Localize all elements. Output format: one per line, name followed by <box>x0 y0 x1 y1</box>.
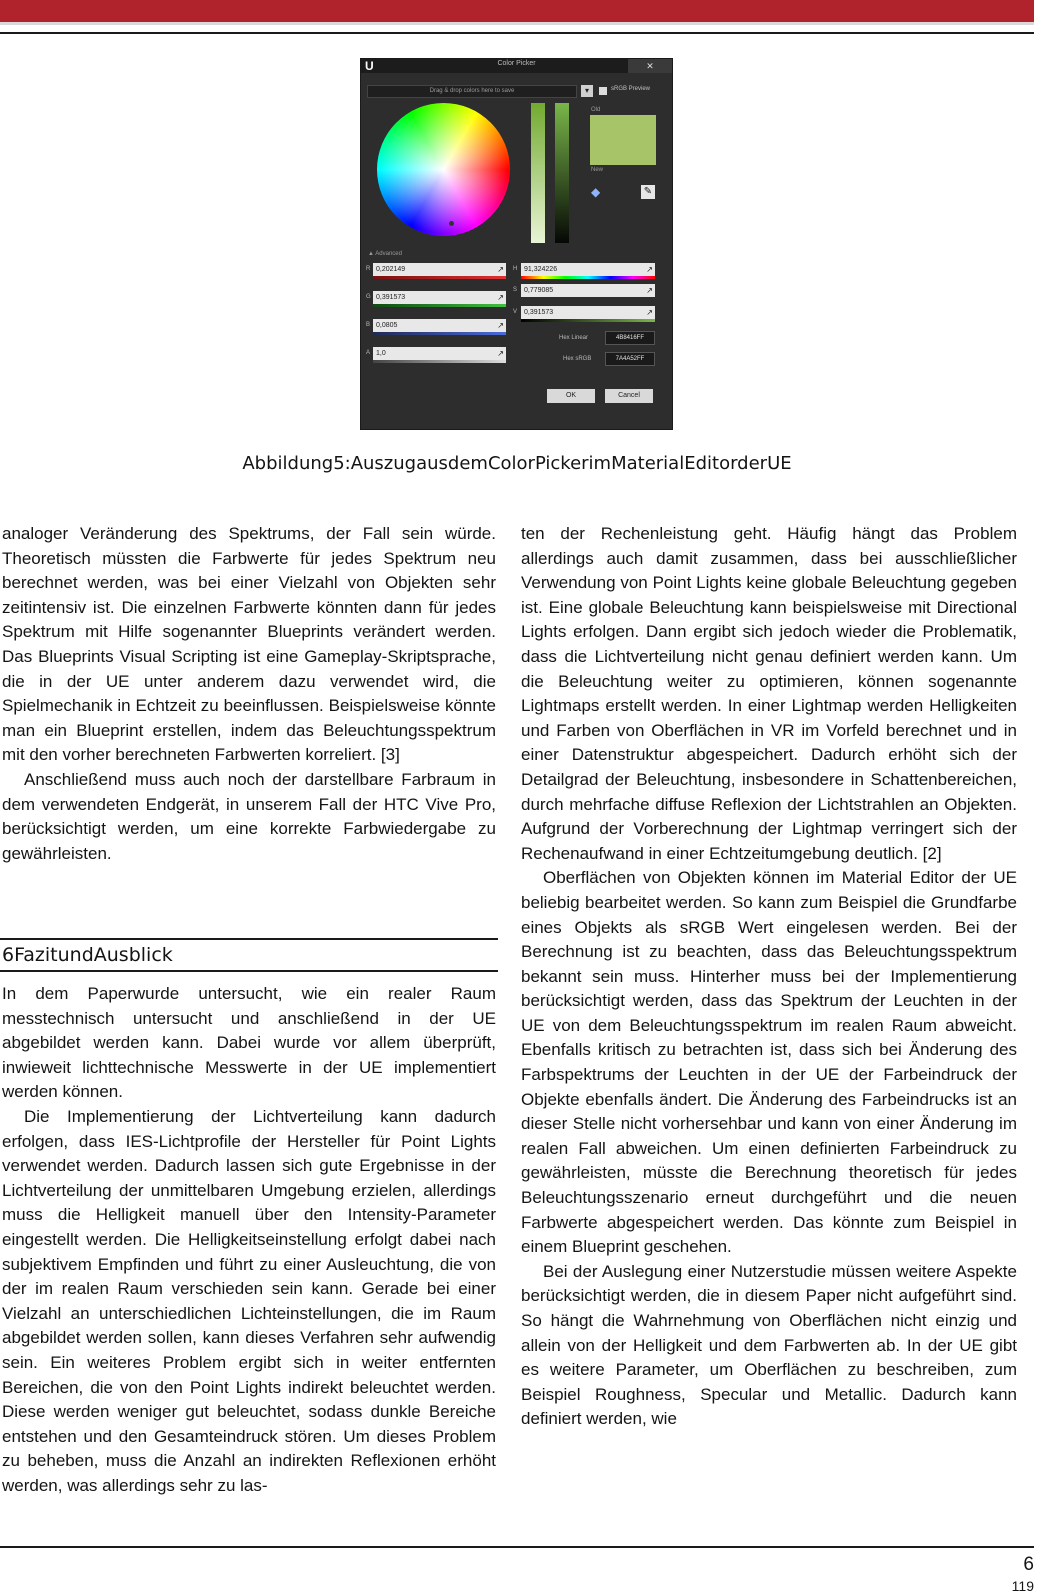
h-label: H <box>513 266 518 272</box>
v-gradient <box>521 319 655 322</box>
srgb-preview-label: sRGB Preview <box>611 86 651 92</box>
r-label: R <box>366 266 371 272</box>
a-value: 1,0 <box>376 350 386 357</box>
eyedropper-icon[interactable]: ✎ <box>641 185 655 199</box>
paragraph: Anschließend muss auch noch der darstellbare Farbraum in dem verwendeten Endgerät, in unserem Fall der HTC Vive Pro, berücksichtigt werden, um eine korrekte Farbwiedergabe zu gewährleisten. <box>2 769 496 863</box>
unreal-logo-icon: U <box>365 59 374 73</box>
ok-button[interactable]: OK <box>547 389 595 403</box>
srgb-preview-checkbox[interactable] <box>599 87 607 95</box>
a-label: A <box>366 350 371 356</box>
page-number: 6 <box>1023 1554 1034 1575</box>
right-column <box>521 522 1017 1432</box>
palette-icon[interactable]: ◆ <box>591 185 601 199</box>
s-field[interactable] <box>521 284 655 297</box>
r-gradient <box>373 276 506 279</box>
spin-icon: ↗ <box>646 265 653 274</box>
header-rule <box>0 32 1034 34</box>
b-gradient <box>373 332 506 335</box>
paragraph: analoger Veränderung des Spektrums, der Fall sein würde. Theoretisch müssten die Farbwerte für jedes Spektrum neu berechnet werden, was bei einer Vielzahl von Objekten sehr zeitintensiv ist. Die einzelnen Farbwerte könnten dann für jedes Spektrum mit Hilfe sogenannter Blueprints verändert werden. Das Blueprints Visual Scripting ist eine Gameplay-Skriptsprache, die in der UE unter anderem dazu verwendet wird, die Spielmechanik in Echtzeit zu beeinflussen. Beispielsweise könnte man ein Blueprint erstellen, indem das Beleuchtungsspektrum mit den vorher berechneten Farbwerten korreliert. [3] <box>2 524 496 765</box>
paragraph: Oberflächen von Objekten können im Material Editor der UE beliebig bearbeitet werden. So kann zum Beispiel die Grundfarbe eines Objekts als sRGB Wert eingelesen werden. Bei der Berechnung ist zu beachten, dass das Beleuchtungsspektrum bekannt sein muss. Hinterher muss bei der Implementierung berücksichtigt werden, dass das Spektrum der Leuchten in der UE von dem Beleuchtungsspektrum im realen Raum abweicht. Ebenfalls kritisch zu betrachten ist, dass sich bei Änderung des Farbspektrums der Leuchten in der UE der Farbeindruck der Objekte ebenfalls ändert. Die Änderung des Farbeindrucks ist an dieser Stelle nicht vorhersehbar und kann von einer Änderung im realen Fall abweichen. Um einen definierten Farbeindruck zu gewährleisten, müsste die Berechnung theoretisch für jedes Beleuchtungsszenario erneut durchgeführt und die neuen Farbwerte abgespeichert werden. Das könnte zum Beispiel in einem Blueprint geschehen. <box>521 868 1017 1257</box>
saturation-slider[interactable] <box>531 103 545 243</box>
advanced-toggle[interactable]: ▲ Advanced <box>368 251 402 257</box>
section-rule <box>0 938 498 940</box>
v-value: 0,391573 <box>524 309 554 316</box>
left-column <box>2 522 496 866</box>
footer-rule <box>0 1546 1034 1548</box>
v-label: V <box>513 309 518 315</box>
paragraph: Die Implementierung der Lichtverteilung kann dadurch erfolgen, dass IES-Lichtprofile der Hersteller für Point Lights verwendet werden. Dadurch lassen sich gute Ergebnisse in der Lichtverteilung der unmittelbaren Umgebung erzielen, allerdings muss die Helligkeit manuell über den Intensity-Parameter eingestellt werden. Die Helligkeitseinstellung erfolgt dabei nach subjektivem Empfinden und führt zu einer Ausleuchtung, die von der im realen Raum verschieden sein kann. Gerade bei einer Vielzahl an unterschiedlichen Lichteinstellungen, die im Raum abgebildet werden sollen, kann dieses Verfahren sehr aufwendig sein. Ein weiteres Problem ergibt sich in weiter entfernten Bereichen, die von den Point Lights indirekt beleuchtet werden. Diese werden weniger gut beleuchtet, sodass dunkle Bereiche entstehen und den Gesamteindruck stören. Um dieses Problem zu beheben, muss die Anzahl an indirekten Reflexionen erhöht werden, was allerdings sehr zu las- <box>2 1106 496 1495</box>
s-value: 0,779085 <box>524 287 554 294</box>
g-gradient <box>373 304 506 307</box>
b-label: B <box>366 322 371 328</box>
paragraph: Bei der Auslegung einer Nutzerstudie müssen weitere Aspekte berücksichtigt werden, die in diesem Paper nicht aufgeführt sind. So hängt die Wahrnehmung von Oberflächen nicht einzig und allein von der Helligkeit und dem Farbwerten ab. In der UE gibt es weitere Parameter, um Oberflächen zu beschreiben, zum Beispiel Roughness, Specular und Metallic. Dadurch kann definiert werden, wie <box>521 1261 1017 1429</box>
a-gradient <box>373 360 506 363</box>
g-value: 0,391573 <box>376 294 406 301</box>
proceedings-page-number: 119 <box>1011 1578 1034 1594</box>
picker-window-title: Color Picker <box>497 60 536 67</box>
color-picker-figure <box>360 58 673 430</box>
hex-linear-field[interactable]: 4B8416FF <box>605 331 655 345</box>
h-gradient <box>521 276 655 279</box>
hex-srgb-field[interactable]: 7A4A52FF <box>605 352 655 366</box>
close-icon[interactable]: ✕ <box>628 59 672 73</box>
spin-icon: ↗ <box>497 293 504 302</box>
header-accent-shadow <box>0 22 1034 25</box>
cancel-button[interactable]: Cancel <box>605 389 653 403</box>
g-field[interactable] <box>373 291 506 304</box>
left-column-section <box>2 982 496 1498</box>
r-field[interactable] <box>373 263 506 276</box>
s-label: S <box>513 287 518 293</box>
spin-icon: ↗ <box>646 286 653 295</box>
h-field[interactable] <box>521 263 655 276</box>
spin-icon: ↗ <box>497 349 504 358</box>
old-color-swatch <box>590 115 656 165</box>
new-color-label: New <box>591 167 604 173</box>
r-value: 0,202149 <box>376 266 406 273</box>
dropdown-arrow-icon[interactable]: ▾ <box>581 85 593 97</box>
spin-icon: ↗ <box>497 265 504 274</box>
section-heading: 6FazitundAusblick <box>2 944 173 966</box>
spin-icon: ↗ <box>646 308 653 317</box>
b-field[interactable] <box>373 319 506 332</box>
spin-icon: ↗ <box>497 321 504 330</box>
value-slider[interactable] <box>555 103 569 243</box>
a-field[interactable] <box>373 347 506 360</box>
h-value: 91,324226 <box>524 266 558 273</box>
hex-srgb-label: Hex sRGB <box>563 356 592 362</box>
b-value: 0,0805 <box>376 322 398 329</box>
header-accent-bar <box>0 0 1034 22</box>
g-label: G <box>366 294 371 300</box>
color-drop-area[interactable]: Drag & drop colors here to save <box>367 85 577 98</box>
color-wheel[interactable] <box>377 103 510 236</box>
color-wheel-selector[interactable] <box>449 221 454 226</box>
old-color-label: Old <box>591 107 601 113</box>
hex-linear-label: Hex Linear <box>559 335 589 341</box>
section-rule <box>0 970 498 972</box>
paragraph: ten der Rechenleistung geht. Häufig hängt das Problem allerdings auch damit zusammen, dass bei ausschließlicher Verwendung von Point Lights keine globale Beleuchtung gegeben ist. Eine globale Beleuchtung kann beispielsweise mit Directional Lights erfolgen. Dann ergibt sich jedoch wieder die Problematik, dass die Lichtverteilung nicht genau definiert werden kann. Um die Beleuchtung weiter zu optimieren, können sogenannte Lightmaps erstellt werden. In einer Lightmap werden Helligkeiten und Farben von Oberflächen in VR im Vorfeld berechnet und in einer Datenstruktur abgespeichert. Dadurch erhöht sich der Detailgrad der Beleuchtung, insbesondere in Schattenbereichen, durch mehrfache diffuse Reflexion der Lichtstrahlen an Objekten. Aufgrund der Vorberechnung der Lightmap verringert sich der Rechenaufwand in einer Echtzeitumgebung deutlich. [2] <box>521 524 1017 863</box>
v-field[interactable] <box>521 306 655 319</box>
figure-caption: Abbildung5:AuszugausdemColorPickerimMaterialEditorderUE <box>242 453 792 474</box>
paragraph: In dem Paperwurde untersucht, wie ein realer Raum messtechnisch untersucht und anschließend in der UE abgebildet werden kann. Dabei wurde vor allem überprüft, inwieweit lichttechnische Messwerte in der UE implementiert werden können. <box>2 984 496 1102</box>
